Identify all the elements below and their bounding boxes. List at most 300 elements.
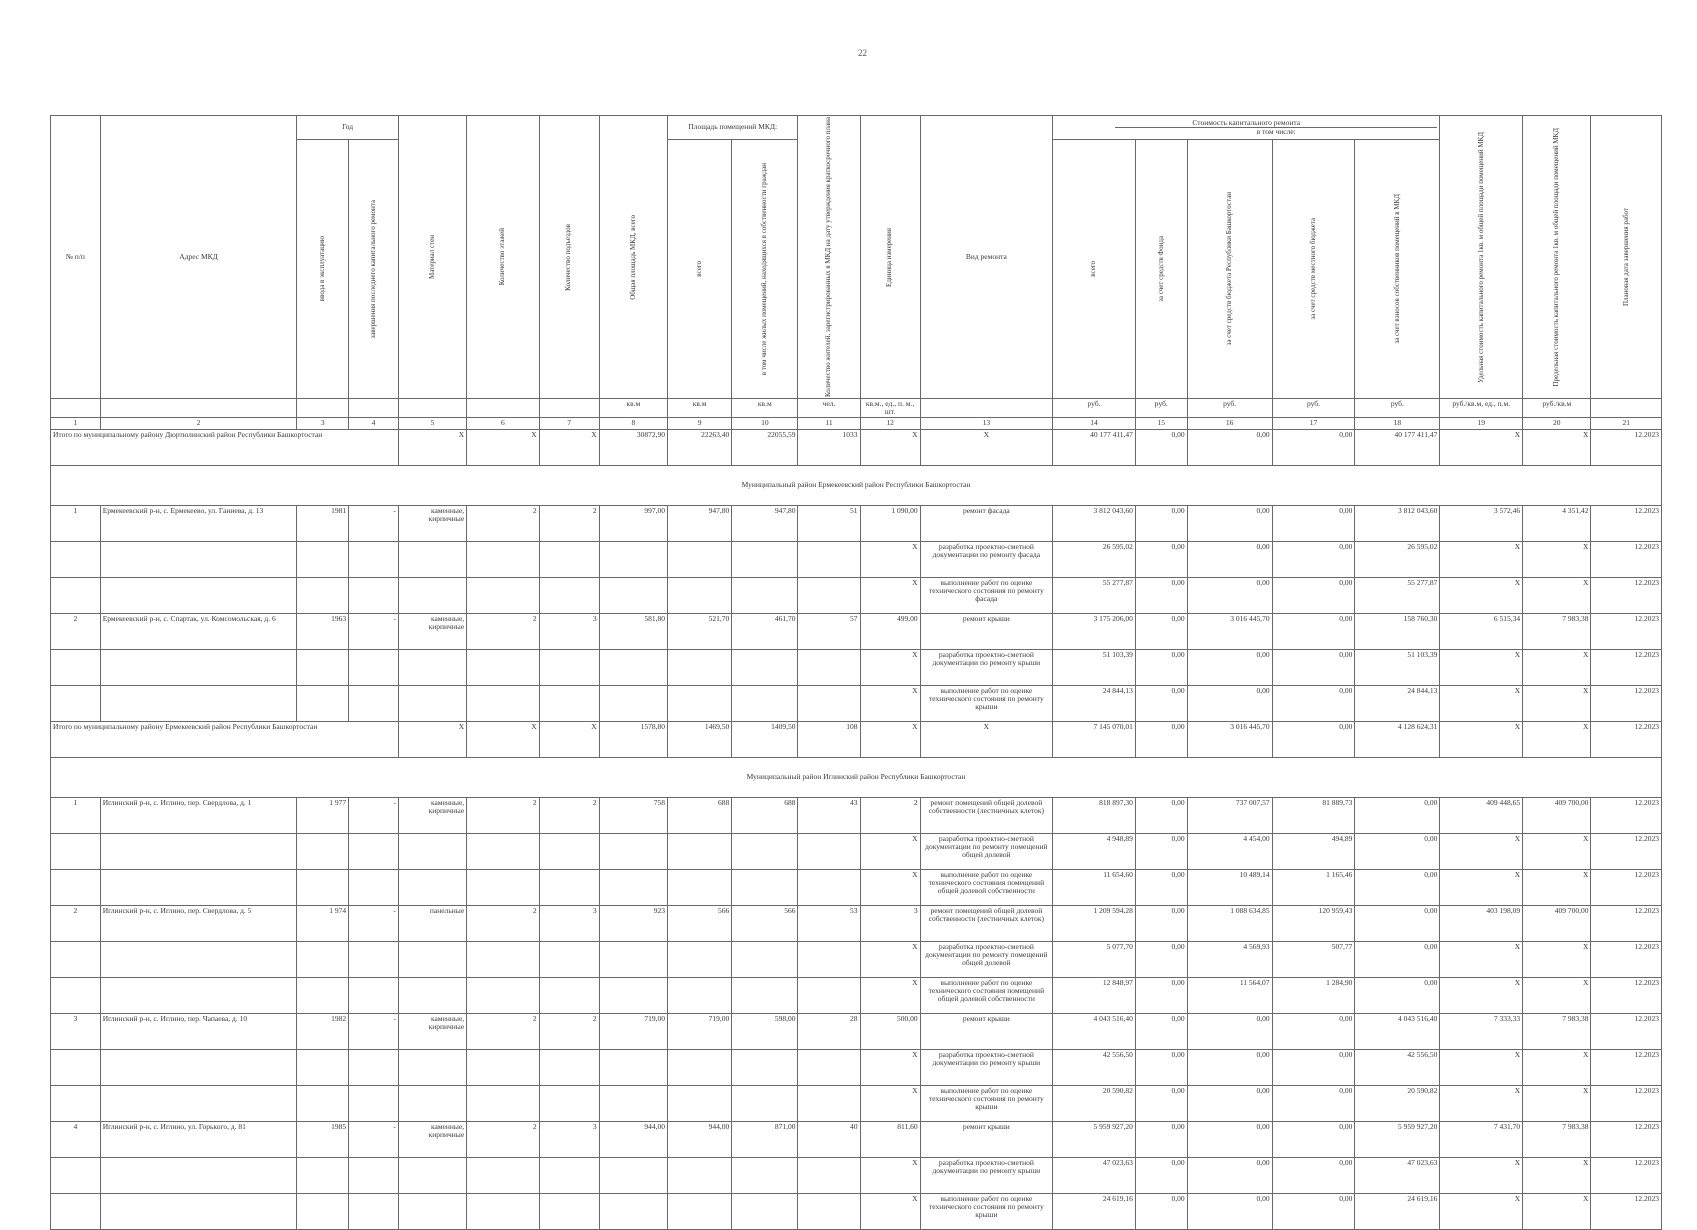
deadline: 12.2023: [1591, 941, 1662, 977]
work-quantity: 499,00: [860, 613, 920, 649]
district-total-row: [51, 721, 1662, 757]
empty-cell: [732, 577, 798, 613]
x-mark: X: [860, 541, 920, 577]
cost-local: 0,00: [1272, 505, 1355, 541]
unit-label: кв.м: [668, 399, 732, 418]
empty-cell: [51, 869, 101, 905]
empty-cell: [539, 869, 599, 905]
x-mark: X: [860, 1085, 920, 1121]
deadline: 12.2023: [1591, 905, 1662, 941]
empty-cell: [668, 941, 732, 977]
column-number: 21: [1591, 417, 1662, 429]
house-address: Иглинский р-н, с. Иглино, пер. Свердлова, д. 1: [100, 797, 297, 833]
empty-cell: [297, 649, 349, 685]
empty-cell: [349, 869, 399, 905]
cost-republic: 0,00: [1187, 1085, 1272, 1121]
deadline: 12.2023: [1591, 577, 1662, 613]
x-mark: X: [1440, 577, 1523, 613]
wall-material: каменные, кирпичные: [398, 505, 466, 541]
x-mark: X: [860, 429, 920, 465]
empty-cell: [297, 541, 349, 577]
deadline: 12.2023: [1591, 1121, 1662, 1157]
empty-cell: [297, 1193, 349, 1229]
empty-cell: [100, 1157, 297, 1193]
deadline: 12.2023: [1591, 797, 1662, 833]
cost-local: 1 165,46: [1272, 869, 1355, 905]
empty-cell: [668, 1193, 732, 1229]
deadline: 12.2023: [1591, 1085, 1662, 1121]
empty-cell: [668, 649, 732, 685]
empty-cell: [398, 833, 466, 869]
empty-cell: [349, 1085, 399, 1121]
empty-cell: [349, 977, 399, 1013]
unit-label: руб./кв.м: [1523, 399, 1591, 418]
subwork-row: [51, 649, 1662, 685]
empty-cell: [51, 977, 101, 1013]
year-last-repair: -: [349, 797, 399, 833]
empty-cell: [467, 685, 539, 721]
empty-cell: [398, 577, 466, 613]
deadline: 12.2023: [1591, 505, 1662, 541]
empty-cell: [398, 685, 466, 721]
entrances: 2: [539, 797, 599, 833]
empty-cell: [398, 1049, 466, 1085]
limit-cost: 7 983,38: [1523, 613, 1591, 649]
subwork-row: [51, 1049, 1662, 1085]
empty-cell: [599, 1085, 667, 1121]
work-quantity: 500,00: [860, 1013, 920, 1049]
house-address: Иглинский р-н, с. Иглино, ул. Горького, д. 81: [100, 1121, 297, 1157]
entrances: 3: [539, 905, 599, 941]
empty-cell: [398, 1193, 466, 1229]
empty-cell: [798, 977, 860, 1013]
column-number: 4: [349, 417, 399, 429]
col-work-type: Вид ремонта: [920, 116, 1053, 399]
total-residential: 1409,50: [732, 721, 798, 757]
empty-cell: [732, 977, 798, 1013]
x-mark: X: [1440, 541, 1523, 577]
floors: 2: [467, 1013, 539, 1049]
empty-cell: [100, 649, 297, 685]
work-type: выполнение работ по оценке технического состояния помещений общей долевой собственности: [920, 977, 1053, 1013]
cost-fund: 0,00: [1135, 941, 1187, 977]
empty-cell: [467, 833, 539, 869]
work-type: разработка проектно-сметной документации по ремонту помещений общей долевой: [920, 833, 1053, 869]
unit-label: руб.: [1272, 399, 1355, 418]
empty-cell: [51, 1157, 101, 1193]
page-number: 22: [858, 48, 867, 58]
entrances: 2: [539, 1013, 599, 1049]
cost-total: 24 844,13: [1053, 685, 1136, 721]
x-mark: X: [1440, 977, 1523, 1013]
house-row: [51, 905, 1662, 941]
wall-material: каменные, кирпичные: [398, 797, 466, 833]
col-premises-total: всего: [694, 261, 703, 277]
x-mark: X: [860, 869, 920, 905]
floors: 2: [467, 505, 539, 541]
total-label: Итого по муниципальному району Дюртюлинский район Республики Башкортостан: [51, 429, 399, 465]
column-number: 3: [297, 417, 349, 429]
empty-cell: [798, 869, 860, 905]
empty-cell: [100, 833, 297, 869]
empty-cell: [668, 977, 732, 1013]
empty-cell: [539, 1157, 599, 1193]
cost-total: 51 103,39: [1053, 649, 1136, 685]
col-floors: Количество этажей: [498, 228, 507, 286]
total-premises: 1469,50: [668, 721, 732, 757]
house-address: Ермекеевский р-н, с. Спартак, ул. Комсомольская, д. 6: [100, 613, 297, 649]
floors: 2: [467, 797, 539, 833]
cost-fund: 0,00: [1135, 833, 1187, 869]
col-year-last-repair: завершения последнего капитального ремонта: [368, 199, 377, 339]
table-header: [51, 116, 1662, 430]
column-number: 20: [1523, 417, 1591, 429]
col-premises-group: Площадь помещений МКД:: [668, 116, 798, 140]
subwork-row: [51, 1157, 1662, 1193]
entrances: 2: [539, 505, 599, 541]
work-type: ремонт крыши: [920, 1121, 1053, 1157]
cost-republic: 737 007,57: [1187, 797, 1272, 833]
year-last-repair: -: [349, 613, 399, 649]
year-commission: 1963: [297, 613, 349, 649]
district-section-row: [51, 465, 1662, 505]
empty-cell: [467, 869, 539, 905]
cost-fund: 0,00: [1135, 649, 1187, 685]
x-mark: X: [1523, 941, 1591, 977]
premises-total: 521,70: [668, 613, 732, 649]
empty-cell: [297, 1085, 349, 1121]
x-mark: X: [860, 941, 920, 977]
empty-cell: [349, 941, 399, 977]
year-commission: 1 974: [297, 905, 349, 941]
house-row: [51, 1013, 1662, 1049]
work-type: выполнение работ по оценке технического состояния помещений общей долевой собственности: [920, 869, 1053, 905]
unit-cost: 7 431,70: [1440, 1121, 1523, 1157]
subwork-row: [51, 869, 1662, 905]
cost-total: 47 023,63: [1053, 1157, 1136, 1193]
empty-cell: [798, 1193, 860, 1229]
cost-fund: 0,00: [1135, 1049, 1187, 1085]
total-residents: 108: [798, 721, 860, 757]
empty-cell: [668, 1157, 732, 1193]
house-address: Иглинский р-н, с. Иглино, пер. Свердлова, д. 5: [100, 905, 297, 941]
cost-fund: 0,00: [1135, 869, 1187, 905]
row-number: 2: [51, 905, 101, 941]
x-mark: X: [1523, 1193, 1591, 1229]
floors: 2: [467, 1121, 539, 1157]
premises-residential: 871,00: [732, 1121, 798, 1157]
cost-total: 4 948,89: [1053, 833, 1136, 869]
work-type: выполнение работ по оценке технического состояния по ремонту фасада: [920, 577, 1053, 613]
cost-republic: 0,00: [1187, 541, 1272, 577]
empty-cell: [297, 977, 349, 1013]
cost-owners: 40 177 411,47: [1355, 429, 1440, 465]
empty-cell: [599, 577, 667, 613]
col-total-area: Общая площадь МКД, всего: [628, 214, 637, 300]
empty-cell: [668, 577, 732, 613]
cost-republic: 0,00: [1187, 1121, 1272, 1157]
empty-cell: [100, 941, 297, 977]
empty-cell: [539, 685, 599, 721]
unit-label: кв.м., ед., п. м., шт.: [860, 399, 920, 418]
x-mark: X: [860, 1193, 920, 1229]
work-type: выполнение работ по оценке технического состояния по ремонту крыши: [920, 1193, 1053, 1229]
empty-cell: [668, 1085, 732, 1121]
x-mark: X: [1523, 541, 1591, 577]
x-mark: X: [860, 1049, 920, 1085]
entrances: 3: [539, 1121, 599, 1157]
cost-fund: 0,00: [1135, 541, 1187, 577]
empty-cell: [467, 1157, 539, 1193]
deadline: 12.2023: [1591, 1193, 1662, 1229]
house-row: [51, 1121, 1662, 1157]
limit-cost: 7 983,38: [1523, 1013, 1591, 1049]
col-deadline: Плановая дата завершения работ: [1621, 208, 1630, 307]
col-cost-fund: за счет средств Фонда: [1156, 235, 1165, 302]
work-type: ремонт крыши: [920, 1013, 1053, 1049]
wall-material: каменные, кирпичные: [398, 1013, 466, 1049]
x-mark: X: [1523, 577, 1591, 613]
work-type: разработка проектно-сметной документации по ремонту фасада: [920, 541, 1053, 577]
house-row: [51, 505, 1662, 541]
x-mark: X: [1440, 833, 1523, 869]
premises-total: 944,00: [668, 1121, 732, 1157]
residents: 53: [798, 905, 860, 941]
cost-total: 40 177 411,47: [1053, 429, 1136, 465]
work-type: выполнение работ по оценке технического состояния по ремонту крыши: [920, 1085, 1053, 1121]
empty-cell: [297, 685, 349, 721]
empty-cell: [599, 649, 667, 685]
premises-total: 719,00: [668, 1013, 732, 1049]
empty-cell: [100, 869, 297, 905]
x-mark: X: [1440, 649, 1523, 685]
deadline: 12.2023: [1591, 429, 1662, 465]
cost-local: 0,00: [1272, 721, 1355, 757]
empty-cell: [51, 941, 101, 977]
x-mark: X: [1523, 429, 1591, 465]
residents: 57: [798, 613, 860, 649]
district-title: Муниципальный район Ермекеевский район Республики Башкортостан: [51, 465, 1662, 505]
cost-total: 4 043 516,40: [1053, 1013, 1136, 1049]
col-residents: Количество жителей, зарегистрированных в МКД на дату утверждения краткосрочного плана: [824, 117, 833, 398]
x-mark: X: [1440, 1085, 1523, 1121]
cost-total: 12 848,97: [1053, 977, 1136, 1013]
cost-republic: 1 088 634,85: [1187, 905, 1272, 941]
empty-cell: [798, 1049, 860, 1085]
column-number: 10: [732, 417, 798, 429]
empty-cell: [398, 869, 466, 905]
cost-republic: 0,00: [1187, 429, 1272, 465]
total-area: 581,80: [599, 613, 667, 649]
cost-republic: 3 016 445,70: [1187, 721, 1272, 757]
floors: 2: [467, 613, 539, 649]
cost-fund: 0,00: [1135, 721, 1187, 757]
empty-cell: [539, 1085, 599, 1121]
cost-total: 11 654,60: [1053, 869, 1136, 905]
col-year-commission: ввода в эксплуатацию: [318, 236, 327, 302]
total-label: Итого по муниципальному району Ермекеевский район Республики Башкортостан: [51, 721, 399, 757]
empty-cell: [732, 833, 798, 869]
cost-owners: 0,00: [1355, 905, 1440, 941]
x-mark: X: [1523, 1085, 1591, 1121]
unit-label: руб.: [1187, 399, 1272, 418]
row-number: 1: [51, 505, 101, 541]
empty-cell: [51, 541, 101, 577]
work-type: выполнение работ по оценке технического состояния по ремонту крыши: [920, 685, 1053, 721]
cost-owners: 24 844,13: [1355, 685, 1440, 721]
column-number: 15: [1135, 417, 1187, 429]
cost-local: 494,89: [1272, 833, 1355, 869]
x-mark: X: [1440, 721, 1523, 757]
x-mark: X: [1440, 1193, 1523, 1229]
cost-owners: 0,00: [1355, 797, 1440, 833]
empty-cell: [297, 1049, 349, 1085]
unit-cost: 3 572,46: [1440, 505, 1523, 541]
premises-total: 688: [668, 797, 732, 833]
cost-total: 7 145 070,01: [1053, 721, 1136, 757]
district-total-row: [51, 429, 1662, 465]
x-mark: X: [860, 577, 920, 613]
subwork-row: [51, 941, 1662, 977]
cost-fund: 0,00: [1135, 505, 1187, 541]
year-commission: 1982: [297, 1013, 349, 1049]
work-quantity: 1 090,00: [860, 505, 920, 541]
cost-total: 1 209 594,28: [1053, 905, 1136, 941]
unit-cost: 6 515,34: [1440, 613, 1523, 649]
column-number: 8: [599, 417, 667, 429]
empty-cell: [599, 1193, 667, 1229]
empty-cell: [798, 1085, 860, 1121]
cost-fund: 0,00: [1135, 429, 1187, 465]
cost-owners: 5 959 927,20: [1355, 1121, 1440, 1157]
wall-material: каменные, кирпичные: [398, 1121, 466, 1157]
cost-republic: 4 454,00: [1187, 833, 1272, 869]
row-number: 1: [51, 797, 101, 833]
column-number: 12: [860, 417, 920, 429]
deadline: 12.2023: [1591, 833, 1662, 869]
empty-cell: [732, 1085, 798, 1121]
work-type: разработка проектно-сметной документации по ремонту крыши: [920, 649, 1053, 685]
cost-fund: 0,00: [1135, 1157, 1187, 1193]
cost-fund: 0,00: [1135, 613, 1187, 649]
empty-cell: [732, 541, 798, 577]
empty-cell: [798, 941, 860, 977]
empty-cell: [599, 941, 667, 977]
empty-cell: [51, 1049, 101, 1085]
work-type: ремонт крыши: [920, 613, 1053, 649]
col-cost-local: за счет средств местного бюджета: [1308, 218, 1317, 320]
x-mark: X: [1523, 685, 1591, 721]
empty-cell: [732, 685, 798, 721]
empty-cell: [349, 577, 399, 613]
cost-total: 24 619,16: [1053, 1193, 1136, 1229]
cost-local: 0,00: [1272, 1193, 1355, 1229]
col-limit-cost: Предельная стоимость капитального ремонта 1кв. м общей площади помещений МКД: [1552, 127, 1561, 387]
limit-cost: 4 351,42: [1523, 505, 1591, 541]
x-mark: X: [1523, 721, 1591, 757]
column-number: 9: [668, 417, 732, 429]
premises-residential: 688: [732, 797, 798, 833]
x-mark: X: [1523, 977, 1591, 1013]
repair-plan-table: [50, 115, 1662, 1230]
house-row: [51, 797, 1662, 833]
x-mark: X: [1440, 685, 1523, 721]
empty-cell: [599, 685, 667, 721]
work-type: ремонт помещений общей долевой собственности (лестничных клеток): [920, 797, 1053, 833]
unit-label: кв.м: [599, 399, 667, 418]
x-mark: X: [467, 721, 539, 757]
premises-total: 947,80: [668, 505, 732, 541]
wall-material: панельные: [398, 905, 466, 941]
col-unit-cost: Удельная стоимость капитального ремонта 1кв. м общей площади помещений МКД: [1476, 131, 1485, 383]
col-cost-total: всего: [1089, 261, 1098, 277]
empty-cell: [467, 541, 539, 577]
empty-cell: [297, 577, 349, 613]
units-row: [51, 399, 1662, 418]
empty-cell: [297, 941, 349, 977]
deadline: 12.2023: [1591, 1013, 1662, 1049]
unit-label: чел.: [798, 399, 860, 418]
x-mark: X: [398, 429, 466, 465]
cost-owners: 55 277,87: [1355, 577, 1440, 613]
total-area: 1578,80: [599, 721, 667, 757]
cost-republic: 0,00: [1187, 1157, 1272, 1193]
total-area: 719,00: [599, 1013, 667, 1049]
house-row: [51, 613, 1662, 649]
residents: 43: [798, 797, 860, 833]
cost-owners: 0,00: [1355, 977, 1440, 1013]
year-last-repair: -: [349, 1013, 399, 1049]
empty-cell: [732, 1193, 798, 1229]
deadline: 12.2023: [1591, 613, 1662, 649]
row-number: 4: [51, 1121, 101, 1157]
cost-owners: 3 812 043,60: [1355, 505, 1440, 541]
house-address: Ермекеевский р-н, с. Ермекеево, ул. Ганиева, д. 13: [100, 505, 297, 541]
deadline: 12.2023: [1591, 1157, 1662, 1193]
col-wall-material: Материал стен: [427, 235, 436, 280]
cost-total: 3 812 043,60: [1053, 505, 1136, 541]
empty-cell: [467, 649, 539, 685]
column-number: 6: [467, 417, 539, 429]
empty-cell: [599, 869, 667, 905]
cost-local: 0,00: [1272, 613, 1355, 649]
cost-local: 0,00: [1272, 1049, 1355, 1085]
cost-fund: 0,00: [1135, 1121, 1187, 1157]
empty-cell: [100, 577, 297, 613]
empty-cell: [398, 941, 466, 977]
unit-label: руб.: [1135, 399, 1187, 418]
cost-local: 0,00: [1272, 649, 1355, 685]
cost-fund: 0,00: [1135, 577, 1187, 613]
work-quantity: 2: [860, 797, 920, 833]
subwork-row: [51, 833, 1662, 869]
work-quantity: 811,60: [860, 1121, 920, 1157]
premises-residential: 461,70: [732, 613, 798, 649]
empty-cell: [100, 685, 297, 721]
district-title: Муниципальный район Иглинский район Республики Башкортостан: [51, 757, 1662, 797]
cost-owners: 158 760,30: [1355, 613, 1440, 649]
cost-owners: 0,00: [1355, 833, 1440, 869]
total-area: 923: [599, 905, 667, 941]
year-last-repair: -: [349, 505, 399, 541]
x-mark: X: [1523, 869, 1591, 905]
empty-cell: [349, 1157, 399, 1193]
empty-cell: [599, 977, 667, 1013]
cost-owners: 20 590,82: [1355, 1085, 1440, 1121]
empty-cell: [467, 1049, 539, 1085]
empty-cell: [398, 649, 466, 685]
empty-cell: [798, 1157, 860, 1193]
